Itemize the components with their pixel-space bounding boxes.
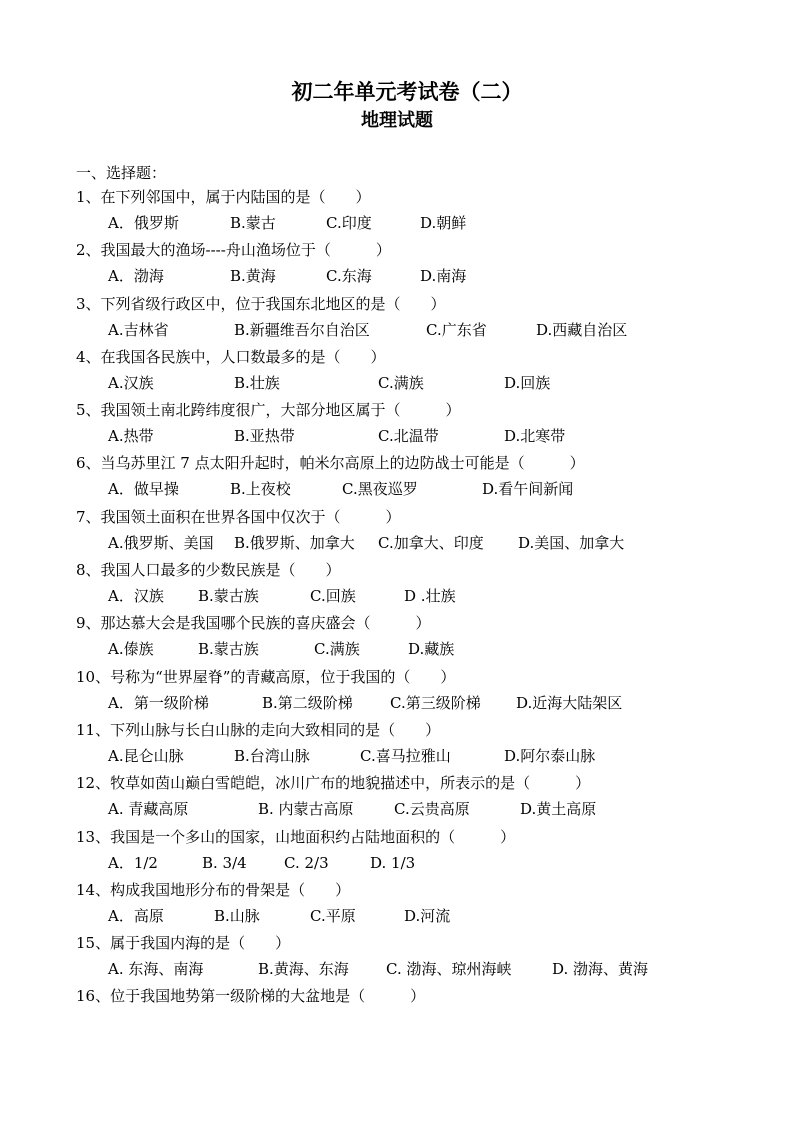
question-options: [108, 477, 708, 501]
question-text: 6、当乌苏里江 7 点太阳升起时，帕米尔高原上的边防战士可能是（ ）: [76, 454, 585, 473]
option-b[interactable]: B.俄罗斯、加拿大: [234, 533, 355, 552]
option-a[interactable]: A.热带: [108, 427, 154, 446]
option-a[interactable]: A．渤海: [108, 267, 164, 286]
question-text: 3、下列省级行政区中，位于我国东北地区的是（ ）: [76, 294, 446, 313]
option-a[interactable]: A．俄罗斯: [108, 214, 179, 232]
option-a[interactable]: A. 东海、南海: [108, 960, 204, 979]
section-heading: 一、选择题：: [76, 164, 167, 182]
question-text: 2、我国最大的渔场----舟山渔场位于（ ）: [76, 241, 391, 260]
question-text: 8、我国人口最多的少数民族是（ ）: [76, 561, 341, 580]
option-c[interactable]: C.满族: [378, 373, 424, 392]
option-c[interactable]: C.北温带: [378, 427, 439, 446]
question-3: [76, 292, 716, 345]
question-16: [76, 984, 716, 1037]
question-options: [108, 851, 708, 875]
question-options: [108, 904, 708, 928]
question-text: 14、构成我国地形分布的骨架是（ ）: [76, 880, 351, 899]
option-b[interactable]: B.第二级阶梯: [262, 693, 353, 712]
option-a[interactable]: A.昆仑山脉: [108, 746, 184, 765]
option-b[interactable]: B.黄海、东海: [258, 960, 349, 979]
option-d[interactable]: D. 渤海、黄海: [552, 960, 649, 979]
question-text: 10、号称为“世界屋脊”的青藏高原，位于我国的（ ）: [76, 667, 456, 686]
question-10: [76, 665, 716, 718]
option-c[interactable]: C.第三级阶梯: [390, 693, 481, 712]
option-b[interactable]: B. 内蒙古高原: [258, 800, 354, 819]
option-d[interactable]: D.西藏自治区: [536, 320, 628, 339]
option-a[interactable]: A.吉林省: [108, 320, 169, 339]
question-options: [108, 424, 708, 448]
question-11: [76, 718, 716, 771]
question-text: 5、我国领土南北跨纬度很广，大部分地区属于（ ）: [76, 401, 461, 420]
option-d[interactable]: D.黄土高原: [520, 800, 597, 819]
option-c[interactable]: C.印度: [326, 214, 372, 232]
question-list: [76, 185, 716, 1038]
question-15: [76, 931, 716, 984]
option-d[interactable]: D .壮族: [404, 587, 456, 606]
option-a[interactable]: A.汉族: [108, 373, 154, 392]
question-text: 4、在我国各民族中，人口数最多的是（ ）: [76, 347, 386, 366]
question-9: [76, 611, 716, 664]
question-6: [76, 451, 716, 504]
option-a[interactable]: A．第一级阶梯: [108, 693, 209, 712]
exam-title: 初二年单元考试卷（二）: [291, 79, 523, 104]
question-1: [76, 185, 716, 238]
option-b[interactable]: B.蒙古: [230, 214, 276, 232]
question-options: [108, 584, 708, 608]
option-c[interactable]: C.广东省: [426, 320, 487, 339]
question-text: 9、那达慕大会是我国哪个民族的喜庆盛会（ ）: [76, 614, 431, 633]
option-b[interactable]: B.台湾山脉: [234, 746, 310, 765]
option-b[interactable]: B.亚热带: [234, 427, 295, 446]
question-options: [108, 531, 708, 555]
option-d[interactable]: D. 1/3: [370, 853, 416, 872]
option-b[interactable]: B.新疆维吾尔自治区: [234, 320, 370, 339]
question-text: 16、位于我国地势第一级阶梯的大盆地是（ ）: [76, 987, 426, 1006]
option-a[interactable]: A．高原: [108, 906, 164, 925]
question-8: [76, 558, 716, 611]
question-options: [108, 318, 708, 342]
option-c[interactable]: C.东海: [326, 267, 372, 286]
option-c[interactable]: C.云贵高原: [394, 800, 470, 819]
option-c[interactable]: C.加拿大、印度: [378, 533, 484, 552]
option-d[interactable]: D.南海: [420, 267, 467, 286]
question-text: 7、我国领土面积在世界各国中仅次于（ ）: [76, 507, 401, 526]
question-text: 12、牧草如茵山巅白雪皑皑，冰川广布的地貌描述中，所表示的是（ ）: [76, 774, 591, 793]
option-d[interactable]: D.美国、加拿大: [518, 533, 625, 552]
question-13: [76, 825, 716, 878]
option-b[interactable]: B.山脉: [214, 906, 260, 925]
option-c[interactable]: C.喜马拉雅山: [360, 746, 451, 765]
option-a[interactable]: A．汉族: [108, 587, 164, 606]
question-text: 1、在下列邻国中，属于内陆国的是（ ）: [76, 188, 371, 206]
option-d[interactable]: D.看午间新闻: [482, 480, 574, 499]
option-c[interactable]: C.回族: [310, 587, 356, 606]
option-d[interactable]: D.阿尔泰山脉: [504, 746, 596, 765]
option-a[interactable]: A. 青藏高原: [108, 800, 189, 819]
question-options: [108, 637, 708, 661]
option-b[interactable]: B.壮族: [234, 373, 280, 392]
question-2: [76, 238, 716, 291]
option-d[interactable]: D.回族: [504, 373, 551, 392]
option-c[interactable]: C.黑夜巡罗: [342, 480, 418, 499]
question-text: 13、我国是一个多山的国家，山地面积约占陆地面积的（ ）: [76, 827, 516, 846]
option-c[interactable]: C. 2/3: [284, 853, 329, 872]
option-b[interactable]: B.上夜校: [230, 480, 291, 499]
question-12: [76, 771, 716, 824]
option-d[interactable]: D.藏族: [408, 640, 455, 659]
question-text: 11、下列山脉与长白山脉的走向大致相同的是（ ）: [76, 720, 441, 739]
option-b[interactable]: B.蒙古族: [198, 640, 259, 659]
question-14: [76, 878, 716, 931]
question-options: [108, 211, 708, 235]
question-7: [76, 505, 716, 558]
question-text: 15、属于我国内海的是（ ）: [76, 934, 291, 953]
question-options: [108, 797, 708, 821]
option-a[interactable]: A．1/2: [108, 853, 158, 872]
question-options: [108, 691, 708, 715]
exam-subtitle: 地理试题: [361, 110, 433, 131]
question-options: [108, 371, 708, 395]
option-c[interactable]: C.平原: [310, 906, 356, 925]
option-d[interactable]: D.河流: [404, 906, 451, 925]
question-5: [76, 398, 716, 451]
option-d[interactable]: D.北寒带: [504, 427, 566, 446]
option-d[interactable]: D.朝鲜: [420, 214, 467, 232]
question-options: [108, 264, 708, 288]
question-4: [76, 345, 716, 398]
option-a[interactable]: A.傣族: [108, 640, 154, 659]
option-b[interactable]: B.蒙古族: [198, 587, 259, 606]
option-b[interactable]: B. 3/4: [202, 853, 247, 872]
option-a[interactable]: A.俄罗斯、美国: [108, 533, 214, 552]
option-c[interactable]: C.满族: [314, 640, 360, 659]
option-b[interactable]: B.黄海: [230, 267, 276, 286]
option-d[interactable]: D.近海大陆架区: [516, 693, 623, 712]
option-c[interactable]: C. 渤海、琼州海峡: [386, 960, 512, 979]
question-options: [108, 957, 708, 981]
option-a[interactable]: A．做早操: [108, 480, 179, 499]
question-options: [108, 744, 708, 768]
